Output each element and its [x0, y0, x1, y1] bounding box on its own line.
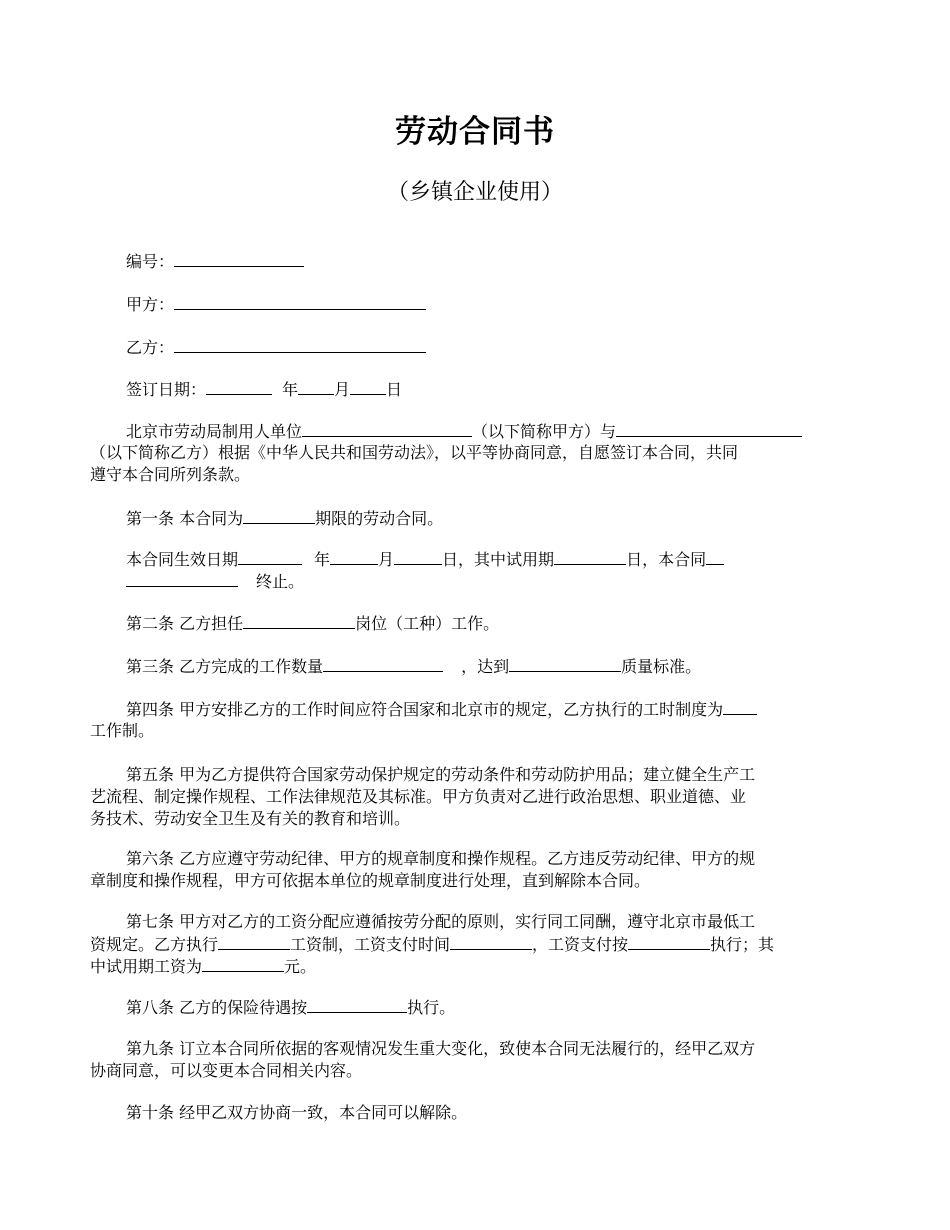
- article-text: 本合同生效日期: [126, 550, 239, 569]
- wage-system-blank[interactable]: [218, 933, 290, 950]
- preamble-line-3: 遵守本合同所列条款。: [90, 465, 251, 484]
- article-text: 执行。: [407, 998, 456, 1017]
- article-text: 第四条 甲方安排乙方的工作时间应符合国家和北京市的规定，乙方执行的工时制度为: [126, 700, 724, 719]
- effective-date-line-2: [126, 570, 304, 593]
- number-label: 编号：: [126, 252, 175, 271]
- article-text: 中试用期工资为: [90, 957, 203, 976]
- article-text: 岗位（工种）工作。: [355, 614, 500, 633]
- article-3: [126, 655, 701, 678]
- insurance-blank[interactable]: [307, 996, 407, 1013]
- pay-time-blank[interactable]: [450, 933, 532, 950]
- quality-standard-blank[interactable]: [509, 655, 621, 672]
- party-a-field: [126, 293, 426, 316]
- party-a-blank[interactable]: [174, 293, 426, 310]
- article-9-line-2: 协商同意，可以变更本合同相关内容。: [90, 1061, 363, 1080]
- article-text: 期限的劳动合同。: [315, 509, 444, 528]
- article-10: 第十条 经甲乙双方协商一致，本合同可以解除。: [126, 1103, 468, 1122]
- year-label: 年: [314, 550, 331, 569]
- probation-days-blank[interactable]: [554, 548, 626, 565]
- party-b-label: 乙方：: [126, 338, 175, 357]
- article-8: [126, 996, 455, 1019]
- article-text: 第八条 乙方的保险待遇按: [126, 998, 308, 1017]
- article-7-line-2: [90, 933, 774, 956]
- article-text: 工资制，工资支付时间: [290, 935, 451, 954]
- article-text: 第一条 本合同为: [126, 509, 244, 528]
- end-blank-start[interactable]: [706, 548, 724, 565]
- article-5-line-2: 艺流程、制定操作规程、工作法律规范及其标准。甲方负责对乙进行政治思想、职业道德、业: [90, 787, 747, 806]
- employer-blank[interactable]: [302, 420, 472, 437]
- article-4-line-2: 工作制。: [90, 721, 155, 740]
- sign-year-blank[interactable]: [206, 378, 272, 395]
- preamble-line-2: （以下简称乙方）根据《中华人民共和国劳动法》，以平等协商同意，自愿签订本合同，共同: [90, 443, 739, 462]
- position-blank[interactable]: [243, 612, 355, 629]
- sign-date-field: [126, 378, 402, 401]
- document-subtitle: （乡镇企业使用）: [386, 180, 563, 205]
- probation-wage-blank[interactable]: [202, 955, 284, 972]
- work-hours-blank[interactable]: [723, 698, 757, 715]
- article-6-line-2: 章制度和操作规程，甲方可依据本单位的规章制度进行处理，直到解除本合同。: [90, 871, 651, 890]
- effective-date-line: [126, 548, 724, 571]
- article-1: [126, 507, 443, 530]
- year-label: 年: [282, 380, 299, 399]
- effective-day-blank[interactable]: [394, 548, 442, 565]
- article-4: [126, 698, 757, 721]
- article-2: [126, 612, 499, 635]
- sign-day-blank[interactable]: [350, 378, 386, 395]
- effective-month-blank[interactable]: [330, 548, 378, 565]
- article-text: 执行；其: [710, 935, 775, 954]
- article-text: ，工资支付按: [532, 935, 629, 954]
- work-quantity-blank[interactable]: [323, 655, 443, 672]
- article-text: ，达到: [461, 657, 510, 676]
- month-label: 月: [334, 380, 351, 399]
- article-text: 资规定。乙方执行: [90, 935, 219, 954]
- pay-method-blank[interactable]: [628, 933, 710, 950]
- term-blank[interactable]: [243, 507, 315, 524]
- month-label: 月: [378, 550, 395, 569]
- article-text: 日，本合同: [626, 550, 707, 569]
- article-text: 终止。: [256, 572, 305, 591]
- number-blank[interactable]: [174, 250, 304, 267]
- document-title: 劳动合同书: [395, 114, 555, 150]
- article-9-line-1: 第九条 订立本合同所依据的客观情况发生重大变化，致使本合同无法履行的，经甲乙双方: [126, 1039, 756, 1058]
- article-text: 日，其中试用期: [442, 550, 555, 569]
- party-b-blank[interactable]: [174, 336, 426, 353]
- preamble-line-1: [126, 420, 802, 443]
- article-text: 第三条 乙方完成的工作数量: [126, 657, 324, 676]
- party-a-label: 甲方：: [126, 295, 175, 314]
- article-5-line-1: 第五条 甲为乙方提供符合国家劳动保护规定的劳动条件和劳动防护用品；建立健全生产工: [126, 765, 756, 784]
- sign-date-label: 签订日期：: [126, 380, 207, 399]
- preamble-text: 北京市劳动局制用人单位: [126, 422, 303, 441]
- article-7-line-1: 第七条 甲方对乙方的工资分配应遵循按劳分配的原则，实行同工同酬，遵守北京市最低工: [126, 912, 756, 931]
- article-7-line-3: [90, 955, 316, 978]
- number-field: [126, 250, 304, 273]
- article-text: 第二条 乙方担任: [126, 614, 244, 633]
- effective-year-blank[interactable]: [238, 548, 302, 565]
- article-6-line-1: 第六条 乙方应遵守劳动纪律、甲方的规章制度和操作规程。乙方违反劳动纪律、甲方的规: [126, 849, 756, 868]
- employee-blank[interactable]: [616, 420, 802, 437]
- article-text: 质量标准。: [621, 657, 702, 676]
- party-b-field: [126, 336, 426, 359]
- article-5-line-3: 务技术、劳动安全卫生及有关的教育和培训。: [90, 809, 411, 828]
- preamble-text: （以下简称甲方）与: [472, 422, 617, 441]
- end-date-blank[interactable]: [126, 570, 238, 587]
- sign-month-blank[interactable]: [298, 378, 334, 395]
- day-label: 日: [386, 380, 403, 399]
- article-text: 元。: [284, 957, 317, 976]
